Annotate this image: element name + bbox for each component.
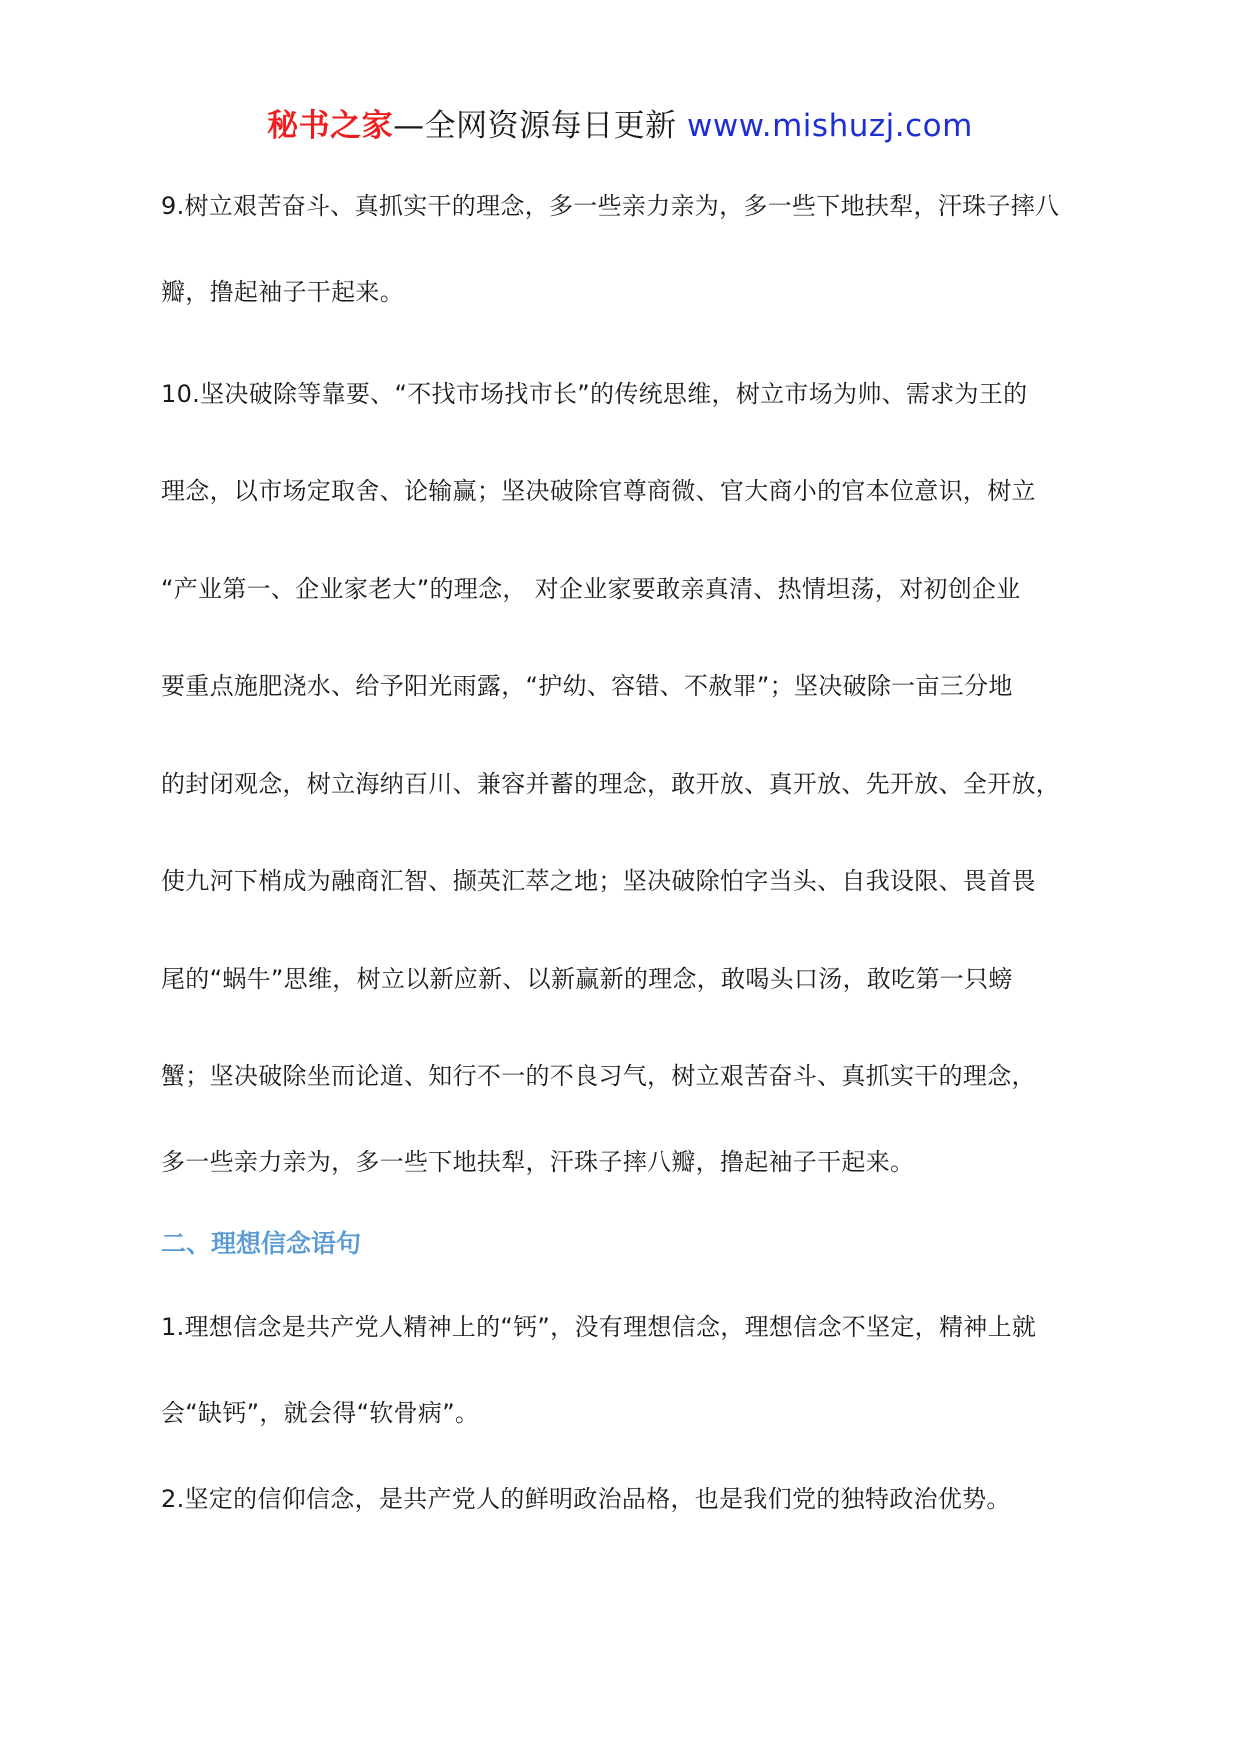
header-brand: 秘书之家: [267, 108, 394, 144]
paragraph-item-10: [161, 346, 1096, 1198]
paragraph-ideal-2: [161, 1456, 1096, 1542]
document-body: [161, 158, 1096, 1542]
paragraph-line: 使九河下梢成为融商汇智、撷英汇萃之地；坚决破除怕字当头、自我设限、畏首畏: [161, 867, 1036, 895]
paragraph-line: 的封闭观念，树立海纳百川、兼容并蓄的理念，敢开放、真开放、先开放、全开放，: [161, 769, 1061, 798]
section-heading: 二、理想信念语句: [161, 1228, 362, 1258]
paragraph-line: 尾的“蜗牛”思维，树立以新应新、以新赢新的理念，敢喝头口汤，敢吃第一只螃: [161, 964, 1013, 993]
paragraph-line: 2.坚定的信仰信念，是共产党人的鲜明政治品格，也是我们党的独特政治优势。: [161, 1484, 1011, 1513]
paragraph-line: 1.理想信念是共产党人精神上的“钙”，没有理想信念，理想信念不坚定，精神上就: [161, 1312, 1037, 1341]
paragraph-ideal-1: [161, 1284, 1096, 1456]
paragraph-line: 多一些亲力亲为，多一些下地扶犁，汗珠子摔八瓣，撸起袖子干起来。: [161, 1147, 915, 1176]
paragraph-line: 理念，以市场定取舍、论输赢；坚决破除官尊商微、官大商小的官本位意识，树立: [161, 477, 1036, 505]
paragraph-line: “产业第一、企业家老大”的理念， 对企业家要敢亲真清、热情坦荡，对初创企业: [161, 574, 1021, 603]
header-site-url: www.mishuzj.com: [687, 108, 973, 144]
page-header: [0, 100, 1240, 152]
paragraph-line: 9.树立艰苦奋斗、真抓实干的理念，多一些亲力亲为，多一些下地扶犁，汗珠子摔八: [161, 192, 1060, 220]
paragraph-line: 会“缺钙”，就会得“软骨病”。: [161, 1398, 480, 1427]
paragraph-line: 蟹；坚决破除坐而论道、知行不一的不良习气，树立艰苦奋斗、真抓实干的理念，: [161, 1062, 1036, 1090]
paragraph-line: 瓣，撸起袖子干起来。: [161, 277, 404, 306]
header-tagline: —全网资源每日更新: [393, 108, 688, 144]
paragraph-line: 10.坚决破除等靠要、“不找市场找市长”的传统思维，树立市场为帅、需求为王的: [161, 379, 1028, 408]
paragraph-line: 要重点施肥浇水、给予阳光雨露，“护幼、容错、不赦罪”；坚决破除一亩三分地: [161, 672, 1013, 700]
paragraph-item-9: [161, 158, 1096, 328]
